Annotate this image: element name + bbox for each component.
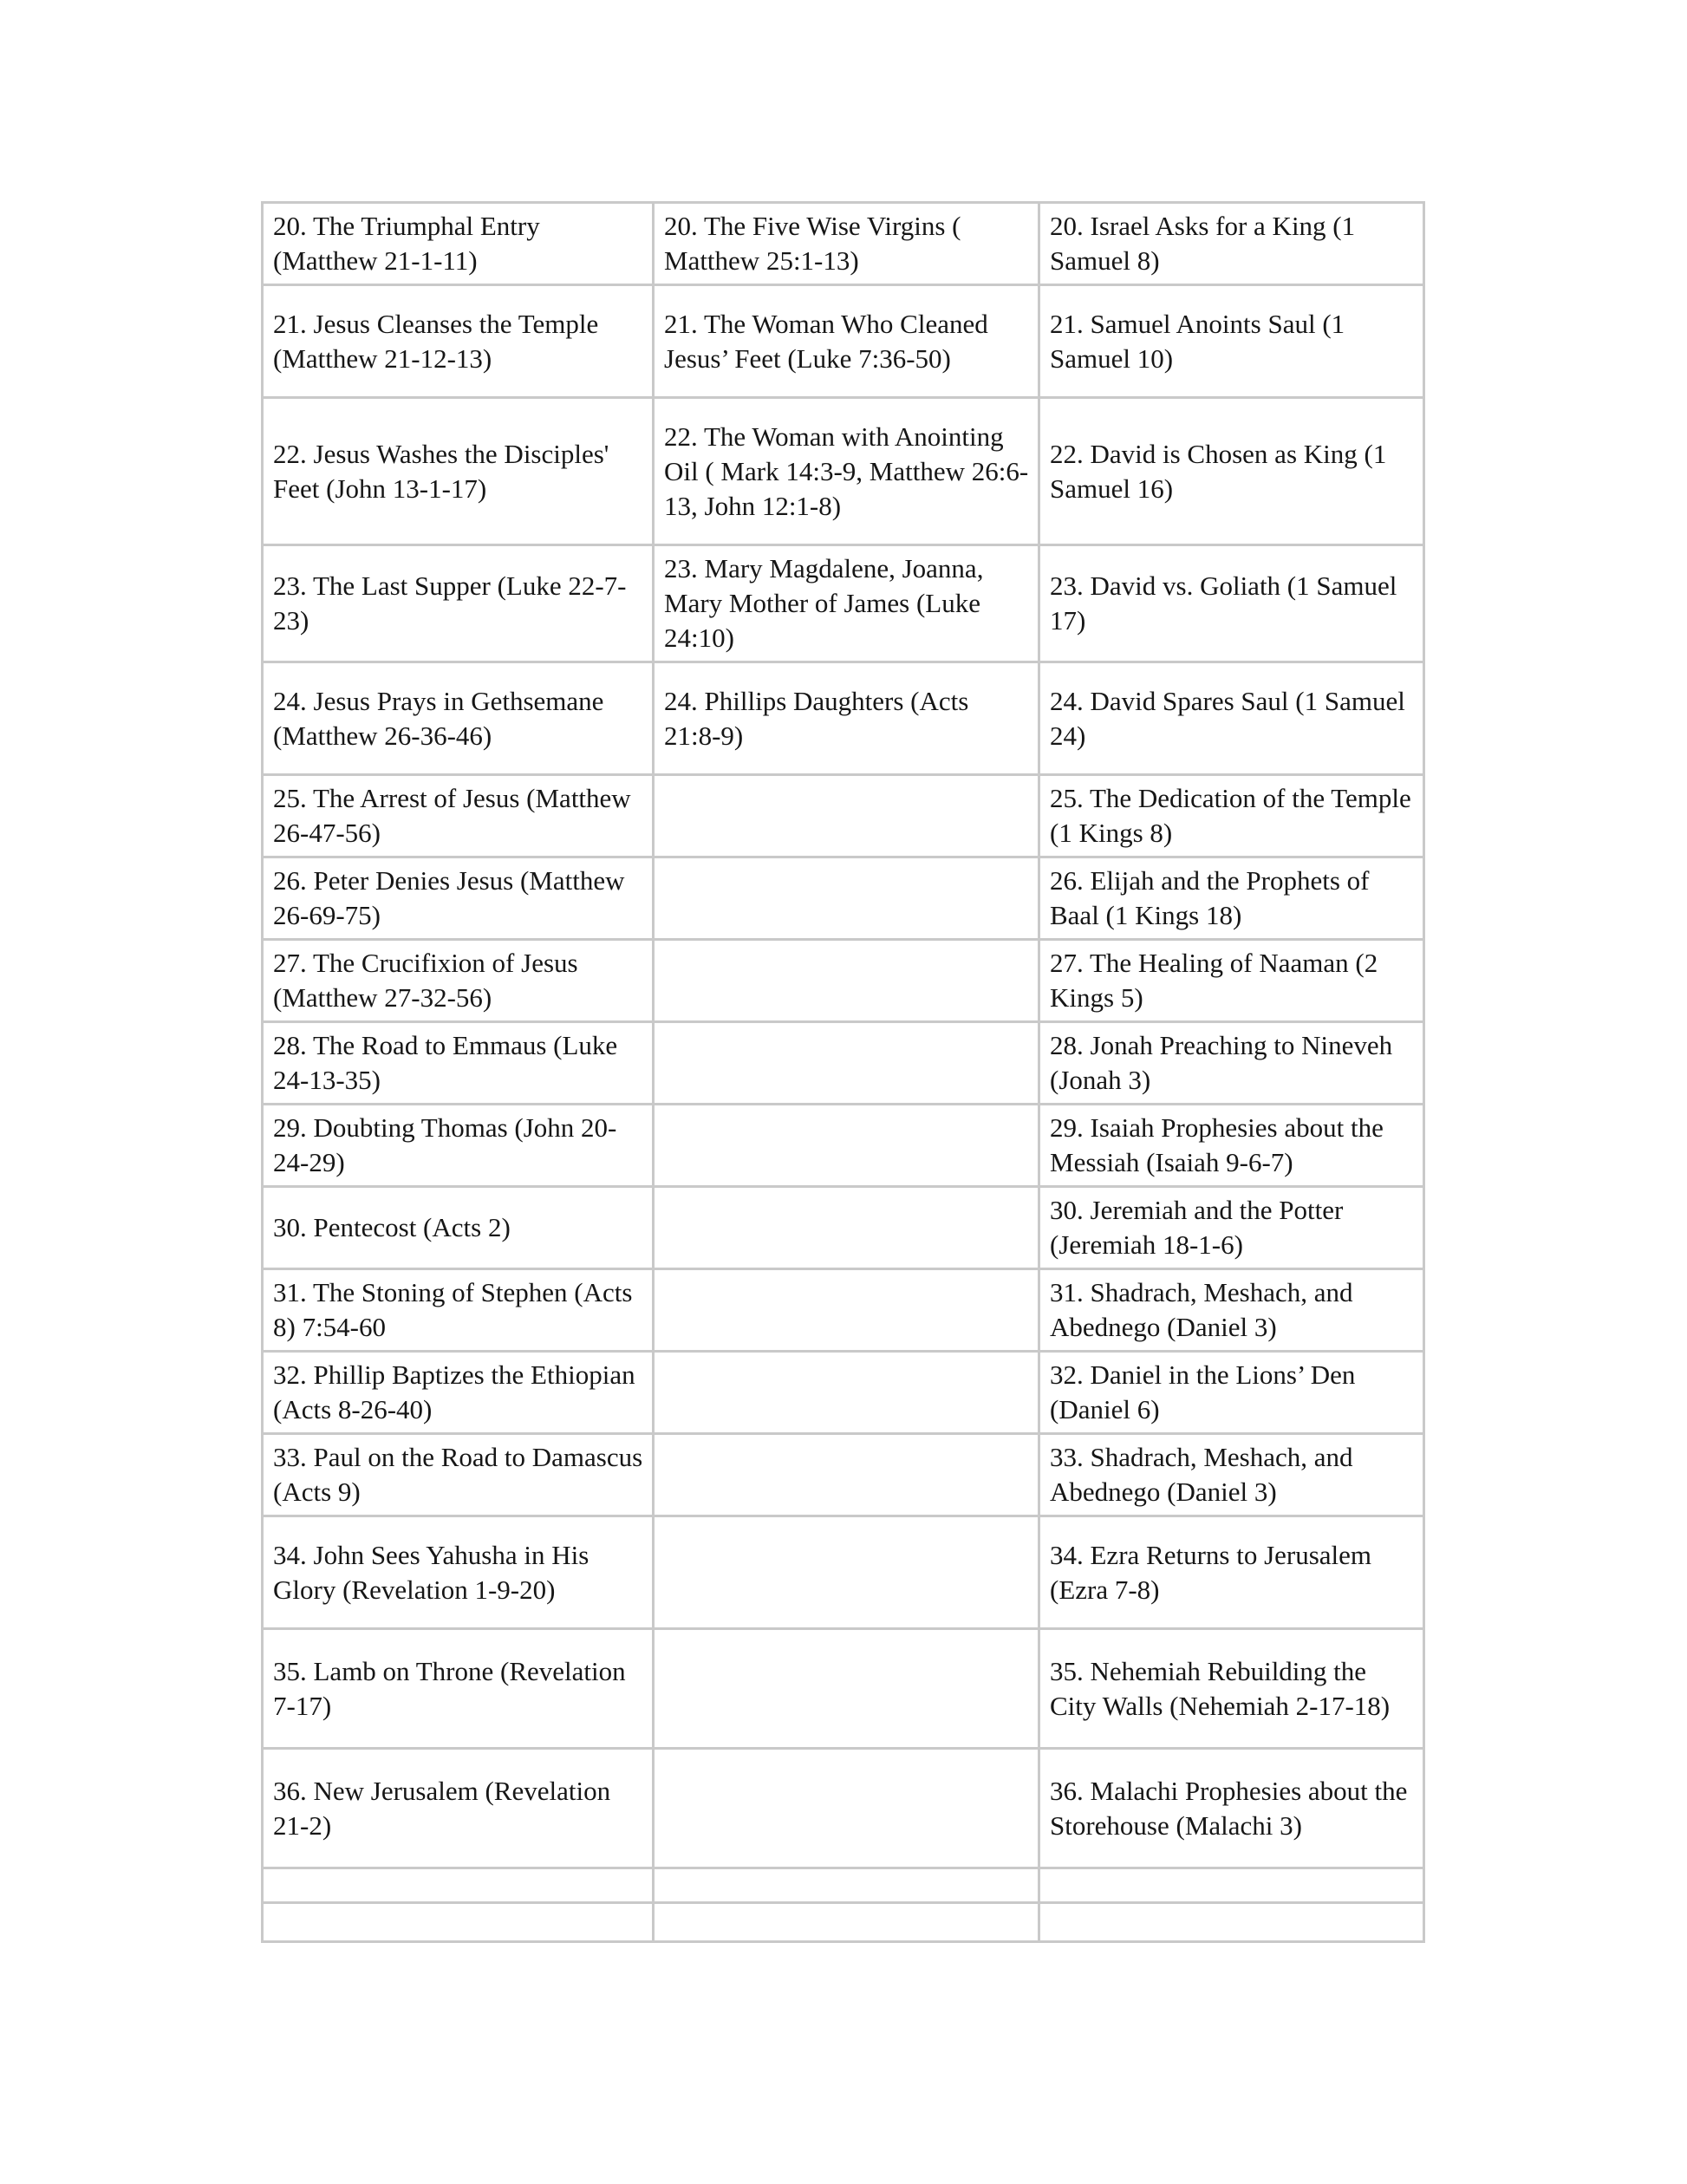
table-cell: 32. Daniel in the Lions’ Den (Daniel 6) — [1039, 1352, 1424, 1434]
table-cell — [654, 1516, 1039, 1629]
table-row — [263, 398, 1424, 545]
table-cell — [654, 1434, 1039, 1516]
table-cell: 24. David Spares Saul (1 Samuel 24) — [1039, 662, 1424, 775]
table-cell: 36. Malachi Prophesies about the Storehouse (Malachi 3) — [1039, 1749, 1424, 1868]
table-cell: 28. The Road to Emmaus (Luke 24-13-35) — [263, 1022, 654, 1105]
table-cell: 33. Paul on the Road to Damascus (Acts 9) — [263, 1434, 654, 1516]
table-cell — [654, 1868, 1039, 1903]
table-cell — [654, 857, 1039, 940]
table-row — [263, 1749, 1424, 1868]
table-row — [263, 857, 1424, 940]
table-cell: 21. The Woman Who Cleaned Jesus’ Feet (Luke 7:36-50) — [654, 285, 1039, 398]
table-cell: 27. The Crucifixion of Jesus (Matthew 27-32-56) — [263, 940, 654, 1022]
table-cell — [263, 1903, 654, 1942]
table-cell: 31. Shadrach, Meshach, and Abednego (Daniel 3) — [1039, 1269, 1424, 1352]
table-cell — [654, 1269, 1039, 1352]
table-row — [263, 1516, 1424, 1629]
table-cell: 25. The Arrest of Jesus (Matthew 26-47-56) — [263, 775, 654, 857]
table-row — [263, 775, 1424, 857]
table-cell: 24. Phillips Daughters (Acts 21:8-9) — [654, 662, 1039, 775]
table-cell: 34. Ezra Returns to Jerusalem (Ezra 7-8) — [1039, 1516, 1424, 1629]
table-row — [263, 1269, 1424, 1352]
table-row — [263, 1022, 1424, 1105]
table-cell — [654, 1352, 1039, 1434]
table-cell: 28. Jonah Preaching to Nineveh (Jonah 3) — [1039, 1022, 1424, 1105]
table-cell — [654, 1022, 1039, 1105]
table-row — [263, 1434, 1424, 1516]
table-row — [263, 1105, 1424, 1187]
table-cell — [263, 1868, 654, 1903]
table-cell: 20. The Five Wise Virgins ( Matthew 25:1-13) — [654, 203, 1039, 285]
table-row — [263, 545, 1424, 662]
table-cell: 26. Elijah and the Prophets of Baal (1 Kings 18) — [1039, 857, 1424, 940]
table-cell — [654, 1749, 1039, 1868]
bible-stories-table — [261, 201, 1425, 1943]
table-cell — [654, 1903, 1039, 1942]
table-cell: 32. Phillip Baptizes the Ethiopian (Acts 8-26-40) — [263, 1352, 654, 1434]
table-cell: 29. Isaiah Prophesies about the Messiah (Isaiah 9-6-7) — [1039, 1105, 1424, 1187]
table-cell — [1039, 1903, 1424, 1942]
table-row — [263, 1868, 1424, 1903]
table-cell: 22. David is Chosen as King (1 Samuel 16) — [1039, 398, 1424, 545]
table-row — [263, 1187, 1424, 1269]
table-cell: 31. The Stoning of Stephen (Acts 8) 7:54-60 — [263, 1269, 654, 1352]
table-cell: 35. Lamb on Throne (Revelation 7-17) — [263, 1629, 654, 1749]
table-cell: 20. The Triumphal Entry (Matthew 21-1-11) — [263, 203, 654, 285]
table-cell: 21. Samuel Anoints Saul (1 Samuel 10) — [1039, 285, 1424, 398]
table-cell — [654, 1105, 1039, 1187]
table-cell — [654, 940, 1039, 1022]
table-cell — [654, 1187, 1039, 1269]
table-row — [263, 662, 1424, 775]
table-row — [263, 1903, 1424, 1942]
table-cell: 33. Shadrach, Meshach, and Abednego (Daniel 3) — [1039, 1434, 1424, 1516]
table-cell — [654, 1629, 1039, 1749]
table-cell: 23. Mary Magdalene, Joanna, Mary Mother of James (Luke 24:10) — [654, 545, 1039, 662]
table-cell: 21. Jesus Cleanses the Temple (Matthew 21-12-13) — [263, 285, 654, 398]
table-row — [263, 285, 1424, 398]
table-cell: 30. Jeremiah and the Potter (Jeremiah 18-1-6) — [1039, 1187, 1424, 1269]
table-cell: 26. Peter Denies Jesus (Matthew 26-69-75) — [263, 857, 654, 940]
table-row — [263, 203, 1424, 285]
table-row — [263, 1629, 1424, 1749]
table-cell: 23. David vs. Goliath (1 Samuel 17) — [1039, 545, 1424, 662]
table-cell: 27. The Healing of Naaman (2 Kings 5) — [1039, 940, 1424, 1022]
table-row — [263, 940, 1424, 1022]
table-cell: 36. New Jerusalem (Revelation 21-2) — [263, 1749, 654, 1868]
table-cell: 23. The Last Supper (Luke 22-7-23) — [263, 545, 654, 662]
table-cell: 35. Nehemiah Rebuilding the City Walls (Nehemiah 2-17-18) — [1039, 1629, 1424, 1749]
table-cell: 24. Jesus Prays in Gethsemane (Matthew 26-36-46) — [263, 662, 654, 775]
table-cell: 22. The Woman with Anointing Oil ( Mark 14:3-9, Matthew 26:6-13, John 12:1-8) — [654, 398, 1039, 545]
table-cell — [654, 775, 1039, 857]
table-cell: 25. The Dedication of the Temple (1 Kings 8) — [1039, 775, 1424, 857]
table-cell: 30. Pentecost (Acts 2) — [263, 1187, 654, 1269]
table-cell: 22. Jesus Washes the Disciples' Feet (John 13-1-17) — [263, 398, 654, 545]
table-cell — [1039, 1868, 1424, 1903]
table-cell: 20. Israel Asks for a King (1 Samuel 8) — [1039, 203, 1424, 285]
table-cell: 29. Doubting Thomas (John 20-24-29) — [263, 1105, 654, 1187]
table-row — [263, 1352, 1424, 1434]
table-cell: 34. John Sees Yahusha in His Glory (Revelation 1-9-20) — [263, 1516, 654, 1629]
